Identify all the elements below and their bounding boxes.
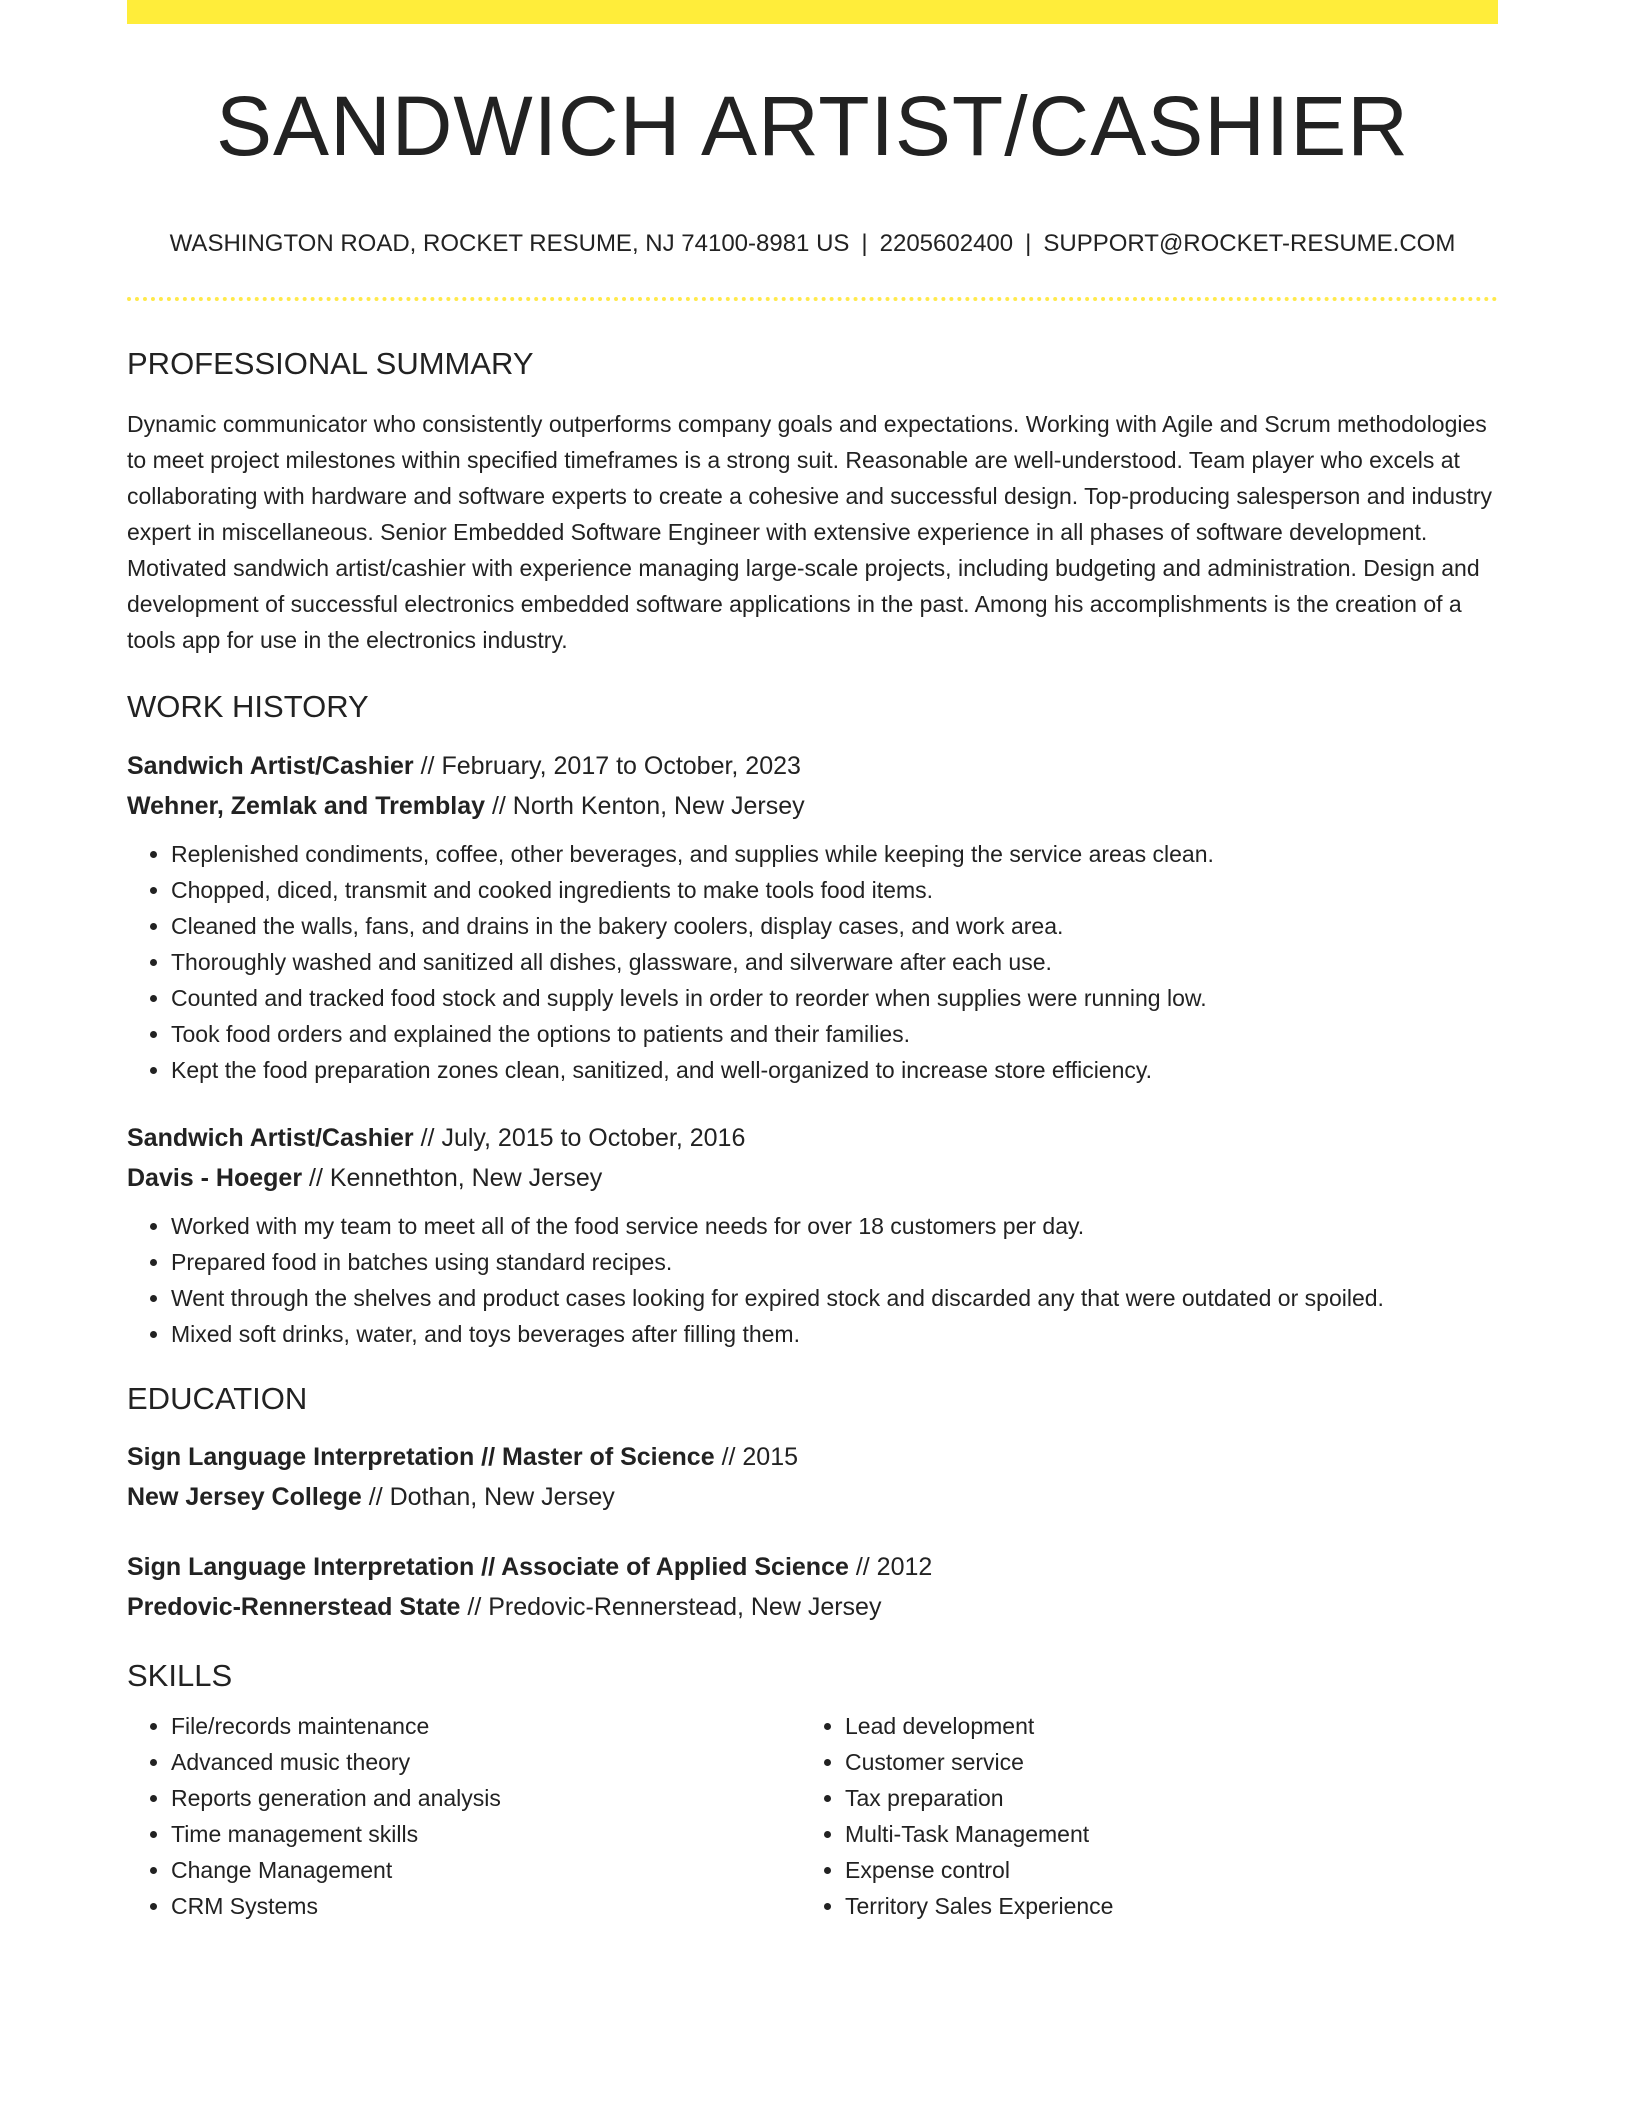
resume-title: SANDWICH ARTIST/CASHIER — [216, 79, 1409, 173]
school-name: Predovic-Rennerstead State — [127, 1592, 461, 1621]
address-text: WASHINGTON ROAD, ROCKET RESUME, NJ 74100-8981 US — [169, 230, 850, 258]
skills-list-left — [127, 1708, 801, 1924]
job-dates: // July, 2015 to October, 2016 — [413, 1123, 746, 1152]
job-duties-list — [127, 1208, 1498, 1352]
list-item: • Prepared food in batches using standard recipes. — [171, 1244, 1498, 1280]
degree-line — [127, 1437, 1498, 1477]
job-entry — [127, 1118, 1498, 1352]
list-item: • Kept the food preparation zones clean, sanitized, and well-organized to increase store efficiency. — [171, 1052, 1498, 1088]
skills-section — [127, 1657, 1498, 1924]
school-line — [127, 1477, 1498, 1517]
contact-line — [127, 230, 1498, 259]
contact-separator: | — [1025, 230, 1032, 258]
skill-item: • File/records maintenance — [171, 1708, 801, 1744]
skill-item: • Time management skills — [171, 1816, 801, 1852]
education-heading: EDUCATION — [127, 1380, 308, 1416]
job-dates: // February, 2017 to October, 2023 — [413, 751, 801, 780]
job-duties-list — [127, 836, 1498, 1088]
school-name: New Jersey College — [127, 1482, 362, 1511]
job-role: Sandwich Artist/Cashier — [127, 751, 414, 780]
skills-heading: SKILLS — [127, 1657, 233, 1693]
phone-text: 2205602400 — [879, 230, 1014, 258]
list-item: • Counted and tracked food stock and supply levels in order to reorder when supplies were running low. — [171, 980, 1498, 1016]
degree-line — [127, 1547, 1498, 1587]
job-company: Wehner, Zemlak and Tremblay — [127, 791, 486, 820]
job-company-line — [127, 1158, 1498, 1198]
education-entry — [127, 1437, 1498, 1517]
summary-paragraph: Dynamic communicator who consistently outperforms company goals and expectations. Working with Agile and Scrum methodologies to meet project milestones within specified timeframes is a strong suit. Reasonable are well-understood. Team player who excels at collaborating with hardware and software experts to create a cohesive and successful design. Top-producing salesperson and industry expert in miscellaneous. Senior Embedded Software Engineer with extensive experience in all phases of software development. Motivated sandwich artist/cashier with experience managing large-scale projects, including budgeting and administration. Design and development of successful electronics embedded software applications in the past. Among his accomplishments is the creation of a tools app for use in the electronics industry. — [127, 411, 1493, 654]
resume-page — [127, 0, 1498, 1924]
skill-item: • Lead development — [845, 1708, 1475, 1744]
skill-item: • Tax preparation — [845, 1780, 1475, 1816]
email-link[interactable]: SUPPORT@ROCKET-RESUME.COM — [1043, 230, 1456, 258]
list-item: • Chopped, diced, transmit and cooked ingredients to make tools food items. — [171, 872, 1498, 908]
degree-year: // 2015 — [714, 1442, 799, 1471]
degree-name: Sign Language Interpretation // Associate of Applied Science — [127, 1552, 849, 1581]
skills-list-right — [801, 1708, 1475, 1924]
job-location: // North Kenton, New Jersey — [485, 791, 805, 820]
skill-item: • CRM Systems — [171, 1888, 801, 1924]
skill-item: • Multi-Task Management — [845, 1816, 1475, 1852]
school-location: // Dothan, New Jersey — [361, 1482, 615, 1511]
list-item: • Replenished condiments, coffee, other beverages, and supplies while keeping the service areas clean. — [171, 836, 1498, 872]
dotted-divider — [127, 297, 1498, 301]
summary-heading: PROFESSIONAL SUMMARY — [127, 346, 534, 382]
contact-separator: | — [861, 230, 868, 258]
accent-bar — [127, 0, 1498, 24]
list-item: • Thoroughly washed and sanitized all dishes, glassware, and silverware after each use. — [171, 944, 1498, 980]
job-entry — [127, 746, 1498, 1088]
education-section — [127, 1380, 1498, 1627]
job-company: Davis - Hoeger — [127, 1163, 303, 1192]
skill-item: • Expense control — [845, 1852, 1475, 1888]
skill-item: • Customer service — [845, 1744, 1475, 1780]
skill-item: • Change Management — [171, 1852, 801, 1888]
job-company-line — [127, 786, 1498, 826]
work-heading: WORK HISTORY — [127, 689, 369, 725]
skill-item: • Reports generation and analysis — [171, 1780, 801, 1816]
job-title-line — [127, 1118, 1498, 1158]
work-section — [127, 688, 1498, 1351]
degree-name: Sign Language Interpretation // Master of Science — [127, 1442, 715, 1471]
school-line — [127, 1587, 1498, 1627]
degree-year: // 2012 — [848, 1552, 933, 1581]
summary-section — [127, 345, 1498, 658]
list-item: • Mixed soft drinks, water, and toys beverages after filling them. — [171, 1316, 1498, 1352]
list-item: • Worked with my team to meet all of the food service needs for over 18 customers per day. — [171, 1208, 1498, 1244]
education-entry — [127, 1547, 1498, 1627]
list-item: • Cleaned the walls, fans, and drains in the bakery coolers, display cases, and work area. — [171, 908, 1498, 944]
skill-item: • Territory Sales Experience — [845, 1888, 1475, 1924]
job-location: // Kennethton, New Jersey — [302, 1163, 603, 1192]
skills-grid — [127, 1708, 1498, 1924]
job-title-line — [127, 746, 1498, 786]
school-location: // Predovic-Rennerstead, New Jersey — [460, 1592, 882, 1621]
list-item: • Took food orders and explained the options to patients and their families. — [171, 1016, 1498, 1052]
skill-item: • Advanced music theory — [171, 1744, 801, 1780]
job-role: Sandwich Artist/Cashier — [127, 1123, 414, 1152]
list-item: • Went through the shelves and product cases looking for expired stock and discarded any that were outdated or spoiled. — [171, 1280, 1498, 1316]
